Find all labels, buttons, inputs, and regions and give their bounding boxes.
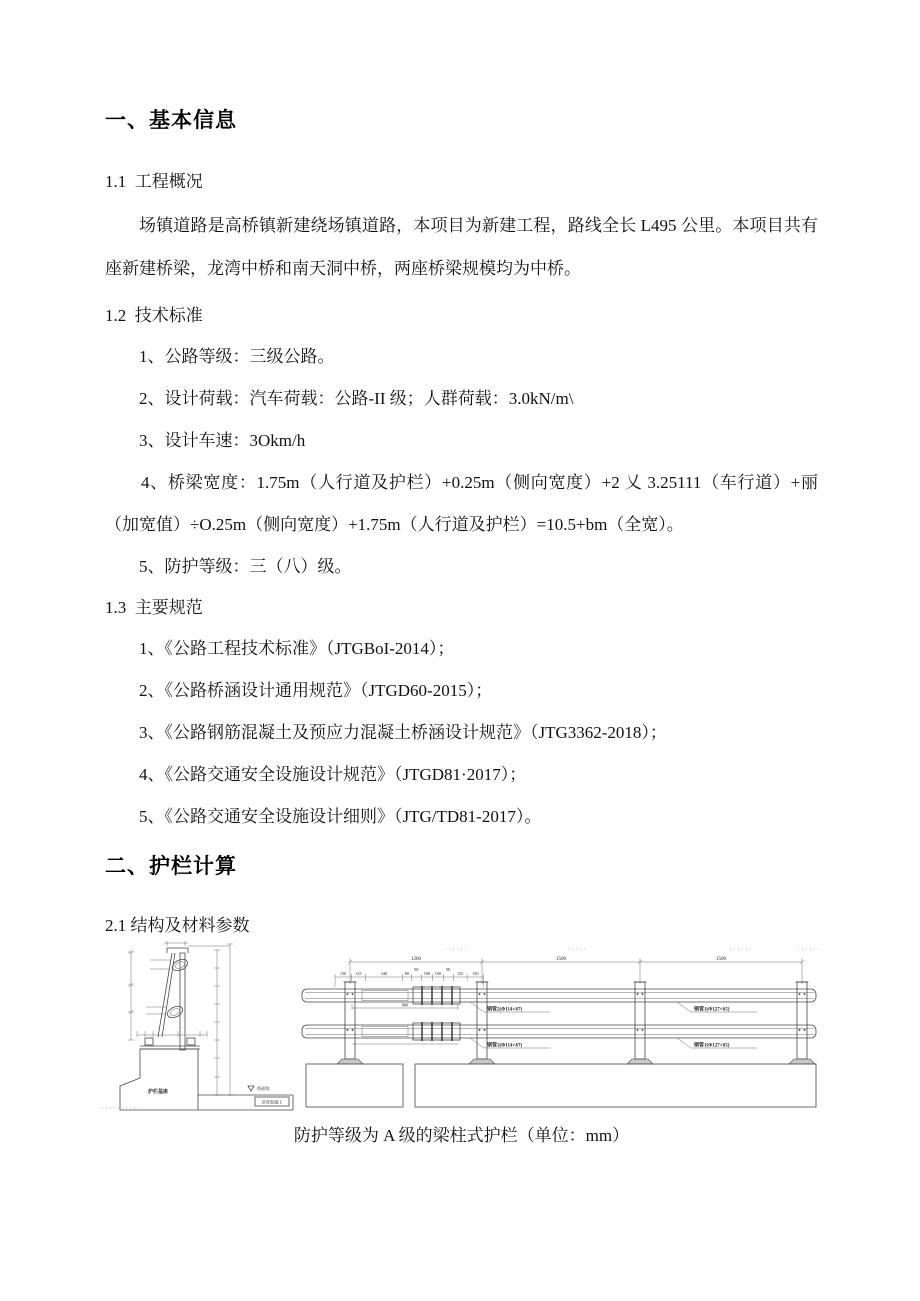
guardrail-drawing <box>100 940 820 1112</box>
subdim-80: 80 <box>404 971 410 976</box>
tech-standard-item-1: 1、公路等级：三级公路。 <box>139 347 335 366</box>
guardrail-posts <box>337 982 815 1064</box>
dim-1200-label: 1200 <box>411 957 421 962</box>
ground-blocks <box>306 1064 816 1107</box>
dim-1500-label-1: 1500 <box>556 957 566 962</box>
rail1-label-lower: 钢管1(Φ127×δ5) <box>694 1043 730 1049</box>
subdim-125-right: 125 <box>457 971 464 976</box>
subdim-90-right: 90 <box>446 967 451 972</box>
sub-dimension-line <box>335 967 484 987</box>
section-heading-basic-info: 一、基本信息 <box>105 109 237 132</box>
spec-item-5: 5、《公路交通安全设施设计细则》（JTG/TD81-2017）。 <box>139 807 542 826</box>
rail2-label-lower: 钢管2(Φ114×δ7) <box>487 1043 523 1049</box>
dim-1500-label-2: 1500 <box>716 957 726 962</box>
subdim-125-left: 125 <box>355 971 362 976</box>
tech-standard-item-3: 3、设计车速：3Okm/h <box>139 431 306 450</box>
deck-level-label: 桥面线 <box>257 1086 270 1091</box>
subdim-150-left: 150 <box>339 971 347 976</box>
subdim-100-left: 100 <box>423 971 431 976</box>
tech-standard-item-2: 2、设计荷载：汽车荷载：公路-II 级；人群荷载：3.0kN/m\ <box>139 389 574 408</box>
guardrail-cross-section <box>120 941 293 1110</box>
subsection-title-1-3: 1.3 主要规范 <box>105 598 203 617</box>
subdim-340: 340 <box>380 971 388 976</box>
base-label: 护栏基座 <box>147 1090 169 1095</box>
figure-caption: 防护等级为 A 级的梁柱式护栏（单位：mm） <box>293 1126 630 1145</box>
subsection-title-2-1: 2.1 结构及材料参数 <box>105 916 250 935</box>
section-heading-guardrail-calc: 二、护栏计算 <box>105 855 237 878</box>
subsection-title-1-2: 1.2 技术标准 <box>105 306 203 325</box>
deck-material-label: 沥青混凝土 <box>261 1099 283 1105</box>
rail-tube-lower <box>302 1025 816 1038</box>
guardrail-figure <box>100 940 820 1117</box>
subsection-title-1-1: 1.1 工程概况 <box>105 172 203 191</box>
tech-standard-item-4: 4、桥梁宽度：1.75m（人行道及护栏）+0.25m（侧向宽度）+2 乂 3.25111（车行道）+丽（加宽值）÷O.25m（侧向宽度）+1.75m（人行道及护栏）=10.5+bm（全宽）。 <box>105 473 818 534</box>
document-content <box>105 0 818 1149</box>
subdim-150-right: 150 <box>472 971 479 976</box>
tech-standard-item-5: 5、防护等级：三（八）级。 <box>139 557 352 576</box>
deck-level-marker <box>248 1086 254 1091</box>
spec-item-3: 3、《公路钢筋混凝土及预应力混凝土桥涵设计规范》（JTG3362-2018）； <box>139 723 667 742</box>
spec-item-1: 1、《公路工程技术标准》（JTGBoI-2014）； <box>139 639 455 658</box>
guardrail-elevation <box>302 957 816 1107</box>
rail1-label-upper: 钢管1(Φ127×δ5) <box>694 1007 730 1013</box>
spec-item-4: 4、《公路交通安全设施设计规范》（JTGD81·2017）； <box>139 765 527 784</box>
paragraph-project-overview: 场镇道路是高桥镇新建绕场镇道路，本项目为新建工程，路线全长 L495 公里。本项目共有座新建桥梁，龙湾中桥和南天洞中桥，两座桥梁规模均为中桥。 <box>105 216 818 278</box>
spec-item-2: 2、《公路桥涵设计通用规范》（JTGD60-2015）； <box>139 681 493 700</box>
rail-tube-upper <box>302 989 816 1002</box>
subdim-90-left: 90 <box>414 967 419 972</box>
subdim-100-right: 100 <box>434 971 442 976</box>
dim-800-label: 800 <box>401 1002 409 1008</box>
rail2-label-upper: 钢管2(Φ114×δ7) <box>487 1007 523 1013</box>
